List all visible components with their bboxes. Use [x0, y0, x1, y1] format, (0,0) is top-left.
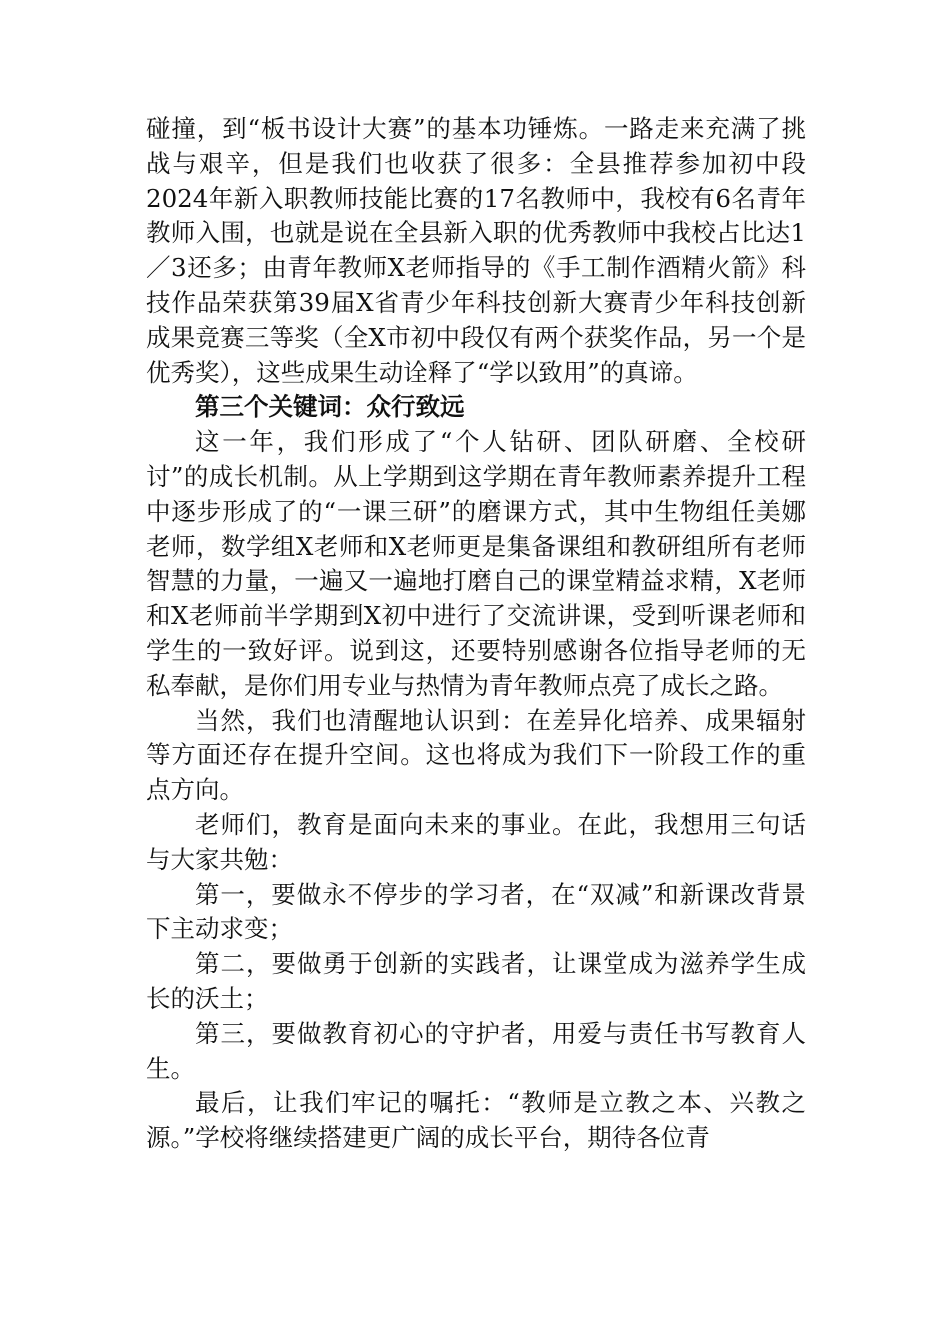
- paragraph-growth-mechanism: 这一年，我们形成了“个人钻研、团队研磨、全校研讨”的成长机制。从上学期到这学期在青年教师素养提升工程中逐步形成了的“一课三研”的磨课方式，其中生物组任美娜老师，数学组X老师和X老师更是集备课组和教研组所有老师智慧的力量，一遍又一遍地打磨自己的课堂精益求精，X老师和X老师前半学期到X初中进行了交流讲课，受到听课老师和学生的一致好评。说到这，还要特别感谢各位指导老师的无私奉献，是你们用专业与热情为青年教师点亮了成长之路。: [146, 427, 806, 700]
- paragraph-closing: 最后，让我们牢记的嘱托：“教师是立教之本、兴教之源。”学校将继续搭建更广阔的成长平台，期待各位青: [146, 1088, 806, 1153]
- paragraph-point-one: 第一，要做永不停步的学习者，在“双减”和新课改背景下主动求变；: [146, 879, 806, 944]
- paragraph-point-two: 第二，要做勇于创新的实践者，让课堂成为滋养学生成长的沃土；: [146, 949, 806, 1013]
- section-heading-third-keyword: 第三个关键词：众行致远: [195, 392, 465, 422]
- paragraph-encouragement-intro: 老师们，教育是面向未来的事业。在此，我想用三句话与大家共勉：: [146, 809, 806, 874]
- paragraph-point-three: 第三，要做教育初心的守护者，用爱与责任书写教育人生。: [146, 1018, 806, 1083]
- document-body: [146, 112, 806, 1156]
- paragraph-improvement-space: 当然，我们也清醒地认识到：在差异化培养、成果辐射等方面还存在提升空间。这也将成为我们下一阶段工作的重点方向。: [146, 705, 806, 805]
- paragraph-achievements: 碰撞，到“板书设计大赛”的基本功锤炼。一路走来充满了挑战与艰辛，但是我们也收获了很多：全县推荐参加初中段2024年新入职教师技能比赛的17名教师中，我校有6名青年教师入围，也就是说在全县新入职的优秀教师中我校占比达1／3还多；由青年教师X老师指导的《手工制作酒精火箭》科技作品荣获第39届X省青少年科技创新大赛青少年科技创新成果竞赛三等奖（全X市初中段仅有两个获奖作品，另一个是优秀奖），这些成果生动诠释了“学以致用”的真谛。: [146, 114, 806, 387]
